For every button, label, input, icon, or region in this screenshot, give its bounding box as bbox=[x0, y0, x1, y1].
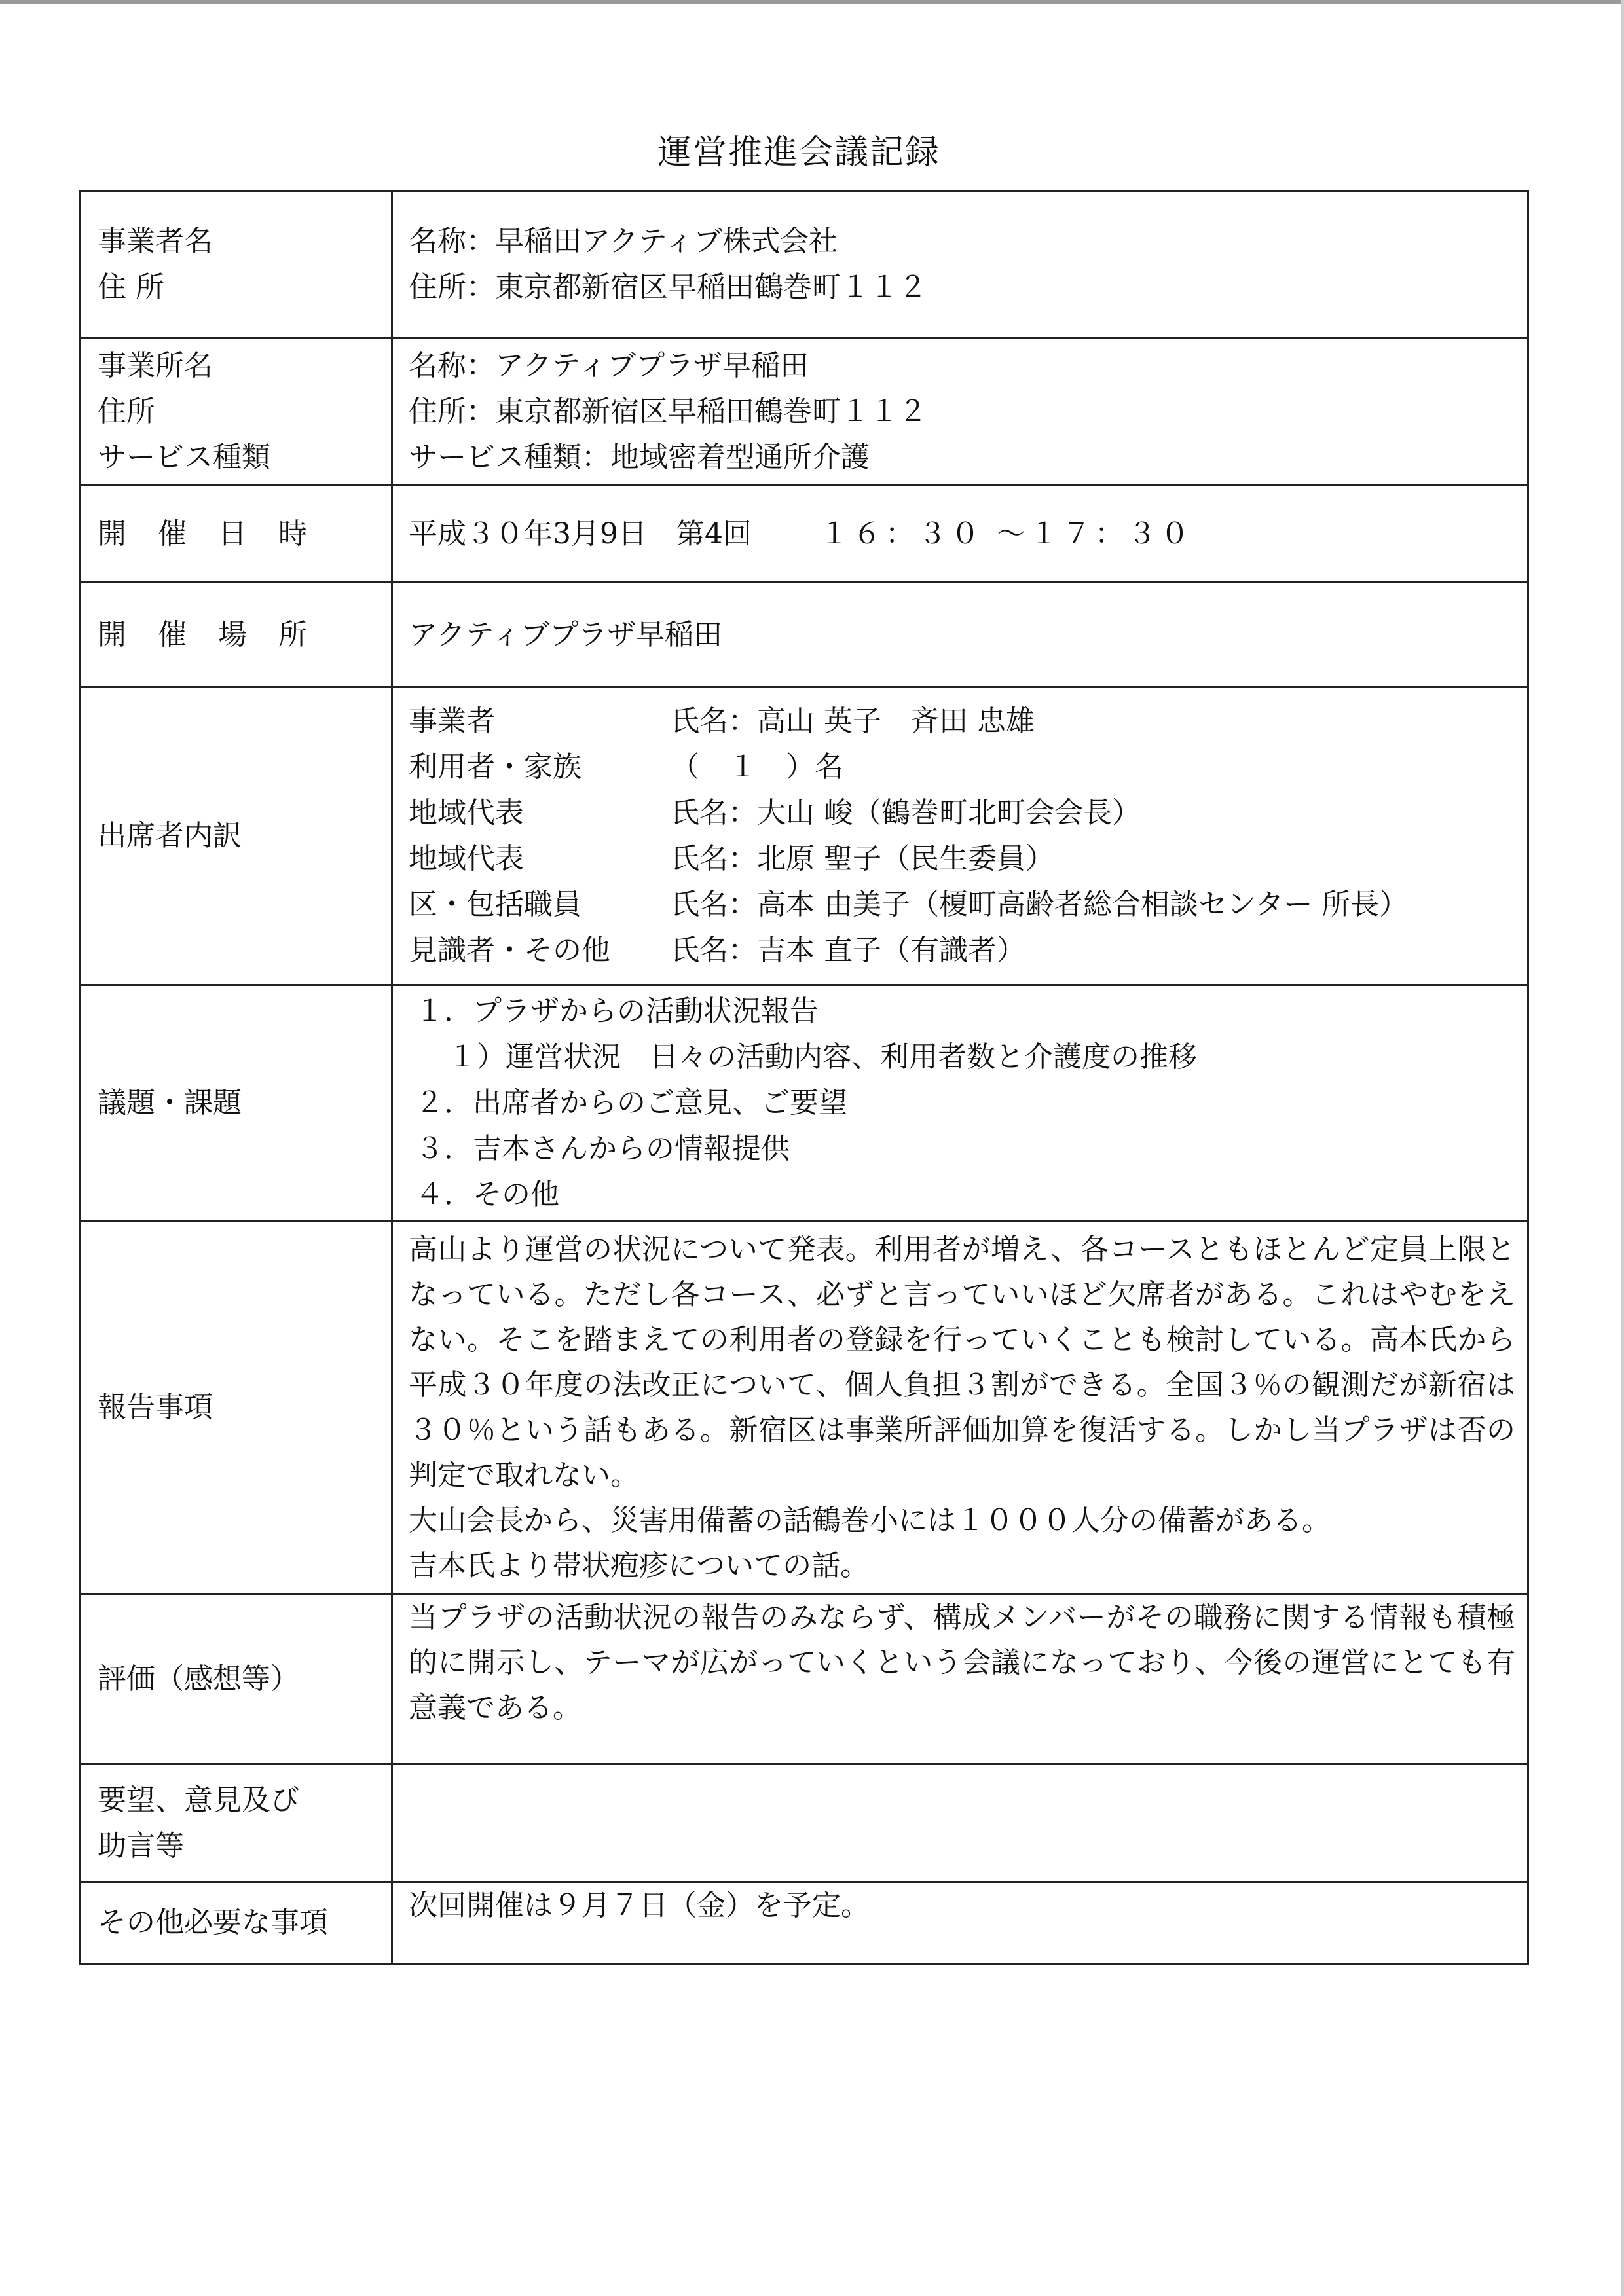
row-venue bbox=[80, 583, 1528, 687]
attendee-detail: 氏名：高山 英子 斉田 忠雄 bbox=[671, 704, 1035, 738]
row-office bbox=[80, 338, 1528, 486]
office-address: 住所：東京都新宿区早稲田鶴巻町１１２ bbox=[409, 395, 927, 428]
office-service: サービス種類：地域密着型通所介護 bbox=[409, 441, 870, 474]
attendee-row bbox=[409, 790, 1515, 836]
attendee-detail: 氏名：北原 聖子（民生委員） bbox=[671, 842, 1054, 875]
label-requests bbox=[80, 1764, 392, 1882]
attendee-row bbox=[409, 882, 1515, 928]
label-other bbox=[80, 1882, 392, 1964]
operator-address: 住所：東京都新宿区早稲田鶴巻町１１２ bbox=[409, 270, 927, 304]
venue-name: アクティブプラザ早稲田 bbox=[409, 617, 723, 651]
label-other-text: その他必要な事項 bbox=[98, 1906, 328, 1939]
label-attendees-text: 出席者内訳 bbox=[98, 819, 242, 852]
label-evaluation-text: 評価（感想等） bbox=[98, 1662, 299, 1696]
value-report bbox=[392, 1221, 1528, 1594]
meeting-date: 平成３０年3月9日 bbox=[409, 517, 647, 551]
label-requests-line2: 助言等 bbox=[98, 1829, 184, 1863]
evaluation-text: 当プラザの活動状況の報告のみならず、構成メンバーがその職務に関する情報も積極的に開示し、テーマが広がっていくという会議になっており、今後の運営にとても有意義である。 bbox=[409, 1601, 1515, 1724]
report-paragraph-2: 大山会長から、災害用備蓄の話鶴巻小には１０００人分の備蓄がある。 bbox=[409, 1503, 1331, 1537]
value-requests bbox=[392, 1764, 1528, 1882]
label-report-text: 報告事項 bbox=[98, 1390, 213, 1424]
agenda-item-3: ３．吉本さんからの情報提供 bbox=[415, 1131, 790, 1165]
row-report bbox=[80, 1221, 1528, 1594]
attendee-row bbox=[409, 836, 1515, 882]
attendee-row bbox=[409, 744, 1515, 790]
label-operator-address: 住 所 bbox=[98, 270, 164, 304]
label-agenda-text: 議題・課題 bbox=[98, 1085, 242, 1120]
label-datetime bbox=[80, 486, 392, 583]
value-other bbox=[392, 1882, 1528, 1964]
operator-name: 名称：早稲田アクティブ株式会社 bbox=[409, 225, 838, 258]
label-attendees bbox=[80, 687, 392, 985]
attendee-role: 利用者・家族 bbox=[409, 750, 581, 784]
attendee-row bbox=[409, 928, 1515, 974]
attendee-detail: 氏名：高本 由美子（榎町高齢者総合相談センター 所長） bbox=[671, 888, 1409, 921]
label-office-address: 住所 bbox=[98, 395, 155, 428]
label-venue-text: 開催場所 bbox=[98, 617, 339, 651]
row-evaluation bbox=[80, 1594, 1528, 1764]
label-report bbox=[80, 1221, 392, 1594]
row-requests bbox=[80, 1764, 1528, 1882]
row-attendees bbox=[80, 687, 1528, 985]
agenda-item-1-sub: １）運営状況 日々の活動内容、利用者数と介護度の推移 bbox=[448, 1040, 1197, 1074]
value-office bbox=[392, 338, 1528, 486]
attendee-detail: 氏名：大山 峻（鶴巻町北町会会長） bbox=[671, 796, 1141, 829]
document-title: 運営推進会議記録 bbox=[657, 133, 940, 172]
datetime-line bbox=[409, 511, 1515, 557]
label-operator bbox=[80, 191, 392, 338]
value-evaluation bbox=[392, 1594, 1528, 1764]
scan-top-edge bbox=[0, 0, 1624, 4]
agenda-item-1: １．プラザからの活動状況報告 bbox=[415, 994, 819, 1028]
attendee-role: 事業者 bbox=[409, 704, 495, 738]
attendee-row bbox=[409, 699, 1515, 744]
row-other bbox=[80, 1882, 1528, 1964]
value-datetime bbox=[392, 486, 1528, 583]
label-office-name: 事業所名 bbox=[98, 349, 213, 382]
scan-right-edge bbox=[1621, 0, 1624, 2296]
attendee-detail: 氏名：吉本 直子（有識者） bbox=[671, 934, 1025, 967]
value-agenda bbox=[392, 985, 1528, 1221]
row-datetime bbox=[80, 486, 1528, 583]
attendee-role: 地域代表 bbox=[409, 842, 524, 875]
row-agenda bbox=[80, 985, 1528, 1221]
agenda-item-2: ２．出席者からのご意見、ご要望 bbox=[415, 1085, 847, 1120]
attendee-role: 区・包括職員 bbox=[409, 888, 581, 921]
attendee-role: 地域代表 bbox=[409, 796, 524, 829]
value-attendees bbox=[392, 687, 1528, 985]
attendee-role: 見識者・その他 bbox=[409, 934, 610, 967]
label-office bbox=[80, 338, 392, 486]
office-name: 名称：アクティブプラザ早稲田 bbox=[409, 349, 809, 382]
other-text: 次回開催は９月７日（金）を予定。 bbox=[409, 1889, 870, 1922]
report-paragraph-3: 吉本氏より帯状疱疹についての話。 bbox=[409, 1548, 870, 1582]
label-datetime-text: 開催日時 bbox=[98, 517, 339, 551]
label-requests-line1: 要望、意見及び bbox=[98, 1783, 299, 1817]
label-operator-name: 事業者名 bbox=[98, 225, 213, 258]
label-evaluation bbox=[80, 1594, 392, 1764]
attendee-detail: （ １ ）名 bbox=[671, 750, 843, 784]
label-agenda bbox=[80, 985, 392, 1221]
meeting-round: 第4回 bbox=[676, 517, 752, 551]
value-venue bbox=[392, 583, 1528, 687]
agenda-item-4: ４．その他 bbox=[415, 1177, 559, 1211]
label-office-service: サービス種類 bbox=[98, 441, 270, 474]
value-operator bbox=[392, 191, 1528, 338]
label-venue bbox=[80, 583, 392, 687]
row-operator bbox=[80, 191, 1528, 338]
report-paragraph-1: 高山より運営の状況について発表。利用者が増え、各コースともほとんど定員上限となっている。ただし各コース、必ずと言っていいほど欠席者がある。これはやむをえない。そこを踏まえての利用者の登録を行っていくことも検討している。高本氏から平成３０年度の法改正について、個人負担３割ができる。全国３％の観測だが新宿は３０％という話もある。新宿区は事業所評価加算を復活する。しかし当プラザは否の判定で取れない。 bbox=[409, 1232, 1515, 1492]
meeting-record-table bbox=[79, 190, 1529, 1965]
meeting-time: １６：３０ ～１７：３０ bbox=[820, 517, 1193, 551]
